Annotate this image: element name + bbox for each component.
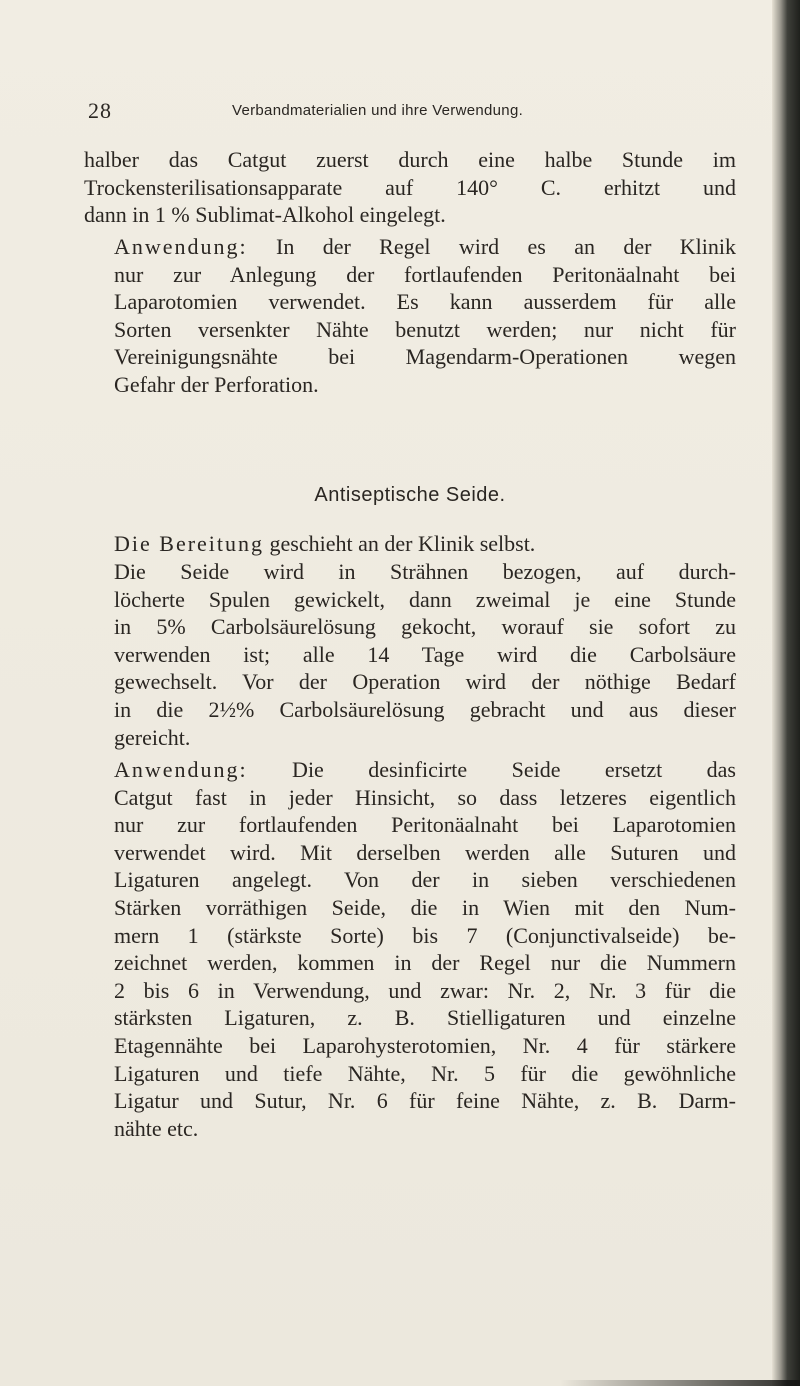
text-line: nähte etc.	[114, 1115, 199, 1141]
text-line: Die Seide wird in Strähnen bezogen, auf durch-	[114, 559, 736, 584]
paragraph-catgut-usage	[84, 233, 736, 399]
text-line	[84, 756, 736, 784]
text-line	[84, 530, 736, 558]
text-line: verwenden ist; alle 14 Tage wird die Carbolsäure	[114, 641, 736, 667]
text-line: Catgut fast in jeder Hinsicht, so dass letzeres eigentlich	[114, 784, 736, 810]
page-bottom-shadow	[560, 1380, 800, 1386]
text-line: 2 bis 6 in Verwendung, und zwar: Nr. 2, Nr. 3 für die	[114, 977, 736, 1003]
text-line: Stärken vorräthigen Seide, die in Wien mit den Num-	[114, 894, 736, 920]
text-line: Ligaturen und tiefe Nähte, Nr. 5 für die gewöhnliche	[114, 1060, 736, 1086]
paragraph-silk-preparation	[84, 558, 736, 751]
paragraph-silk-preparation-intro	[84, 530, 736, 558]
text-line: in die 2½% Carbolsäurelösung gebracht und aus dieser	[114, 696, 736, 722]
text-line: gewechselt. Vor der Operation wird der nöthige Bedarf	[114, 669, 736, 695]
paragraph-silk-usage	[84, 756, 736, 1142]
book-binding-edge	[772, 0, 800, 1386]
text-line: dann in 1 % Sublimat-Alkohol eingelegt.	[84, 202, 446, 228]
text-line: gereicht.	[114, 724, 191, 750]
text-run: geschieht an der Klinik selbst.	[264, 531, 536, 556]
text-line: verwendet wird. Mit derselben werden alle Suturen und	[114, 839, 736, 865]
usage-label: Anwendung:	[114, 757, 248, 782]
text-run: Die desinficirte Seide ersetzt das	[247, 757, 736, 782]
text-line: Sorten versenkter Nähte benutzt werden; nur nicht für	[114, 316, 736, 342]
page-number: 28	[88, 98, 112, 123]
text-line: Etagennähte bei Laparohysterotomien, Nr. 4 für stärkere	[114, 1032, 736, 1058]
page-header	[0, 98, 800, 124]
running-title: Verbandmaterialien und ihre Verwendung.	[232, 102, 524, 119]
text-line: nur zur fortlaufenden Peritonäalnaht bei Laparotomien	[114, 812, 736, 838]
text-line	[84, 233, 736, 261]
text-line: Trockensterilisationsapparate auf 140° C. erhitzt und	[84, 174, 736, 200]
usage-label: Anwendung:	[114, 234, 248, 259]
text-line: Vereinigungsnähte bei Magendarm-Operationen wegen	[114, 344, 736, 370]
preparation-label: Die Bereitung	[114, 531, 265, 556]
paragraph-catgut-preparation-end	[84, 146, 736, 229]
text-line: mern 1 (stärkste Sorte) bis 7 (Conjunctivalseide) be-	[114, 922, 736, 948]
text-line: Gefahr der Perforation.	[114, 371, 319, 397]
text-line: Ligatur und Sutur, Nr. 6 für feine Nähte, z. B. Darm-	[114, 1088, 736, 1114]
text-line: Ligaturen angelegt. Von der in sieben verschiedenen	[114, 867, 736, 893]
section-heading: Antiseptische Seide.	[314, 484, 506, 506]
text-line: stärksten Ligaturen, z. B. Stielligaturen und einzelne	[114, 1005, 736, 1031]
text-line: zeichnet werden, kommen in der Regel nur die Nummern	[114, 950, 736, 976]
text-line: nur zur Anlegung der fortlaufenden Peritonäalnaht bei	[114, 261, 736, 287]
text-line: halber das Catgut zuerst durch eine halbe Stunde im	[84, 147, 736, 172]
text-run: In der Regel wird es an der Klinik	[247, 234, 736, 259]
text-line: löcherte Spulen gewickelt, dann zweimal je eine Stunde	[114, 586, 736, 612]
text-line: in 5% Carbolsäurelösung gekocht, worauf sie sofort zu	[114, 614, 736, 640]
text-line: Laparotomien verwendet. Es kann ausserdem für alle	[114, 289, 736, 315]
